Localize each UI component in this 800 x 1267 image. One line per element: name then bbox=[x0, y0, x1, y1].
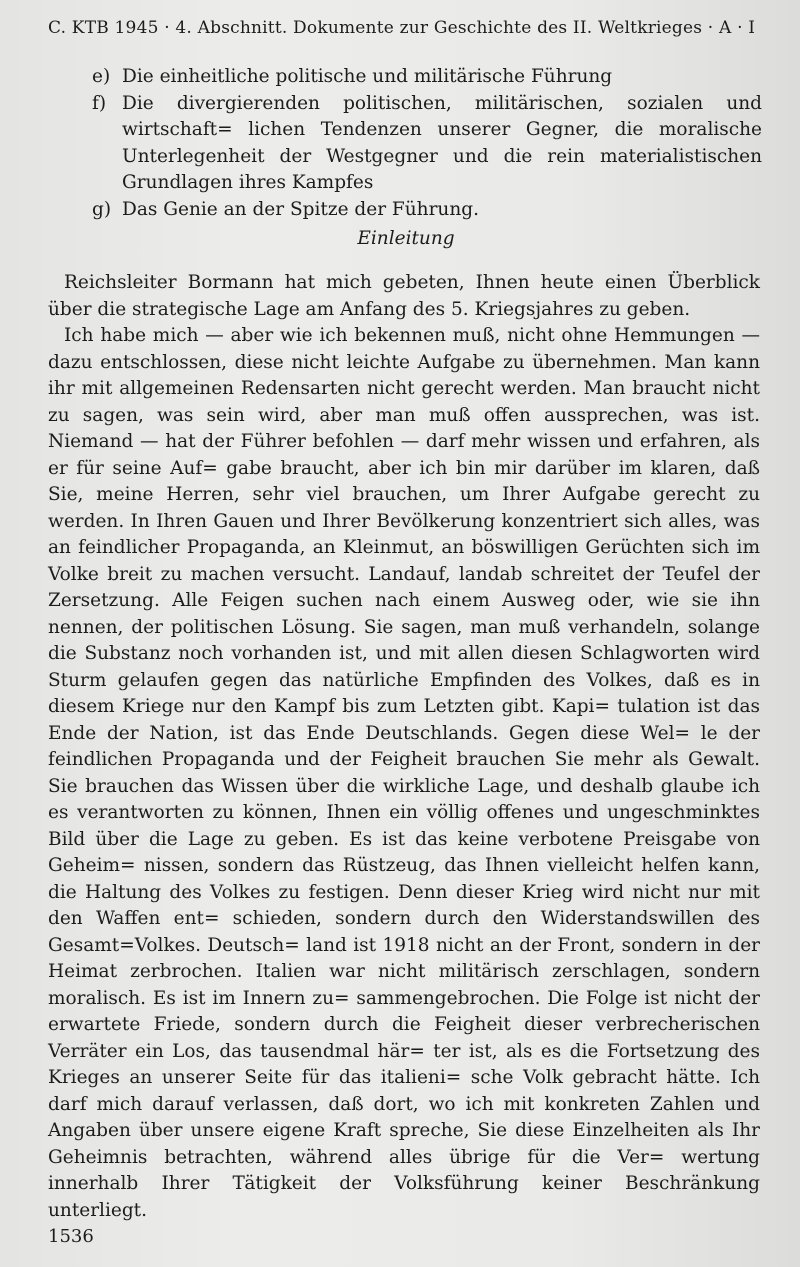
body-text bbox=[48, 270, 760, 1224]
paragraph: Reichsleiter Bormann hat mich gebeten, Ihnen heute einen Überblick über die strategische Lage am Anfang des 5. Kriegsjahres zu geben. bbox=[48, 272, 760, 320]
page-number: 1536 bbox=[48, 1226, 94, 1247]
running-head: C. KTB 1945 · 4. Abschnitt. Dokumente zur Geschichte des II. Weltkrieges · A · I bbox=[48, 18, 756, 38]
list-item-text: Das Genie an der Spitze der Führung. bbox=[122, 198, 479, 220]
list-item-marker: f) bbox=[92, 92, 107, 114]
outline-list bbox=[92, 64, 762, 223]
list-item bbox=[92, 64, 762, 91]
list-item-marker: e) bbox=[92, 66, 111, 87]
section-title: Einleitung bbox=[357, 228, 455, 249]
list-item-marker: g) bbox=[92, 198, 112, 220]
paragraph: Ich habe mich — aber wie ich bekennen muß, nicht ohne Hemmungen — dazu entschlossen, diese nicht leichte Aufgabe zu übernehmen. Man kann ihr mit allgemeinen Redensarten nicht gerecht werden. Man braucht nicht zu sagen, was sein wird, aber man muß offen aussprechen, was ist. Niemand — hat der Führer befohlen — darf mehr wissen und erfahren, als er für seine Auf= gabe braucht, aber ich bin mir darüber im klaren, daß Sie, meine Herren, sehr viel brauchen, um Ihrer Aufgabe gerecht zu werden. In Ihren Gauen und Ihrer Bevölkerung konzentriert sich alles, was an feindlicher Propaganda, an Kleinmut, an böswilligen Gerüchten sich im Volke breit zu machen versucht. Landauf, landab schreitet der Teufel der Zersetzung. Alle Feigen suchen nach einem Ausweg oder, wie sie ihn nennen, der politischen Lösung. Sie sagen, man muß verhandeln, solange die Substanz noch vorhanden ist, und mit allen diesen Schlagworten wird Sturm gelaufen gegen das natürliche Empfinden des Volkes, daß es in diesem Kriege nur den Kampf bis zum Letzten gibt. Kapi= tulation ist das Ende der Nation, ist das Ende Deutschlands. Gegen diese Wel= le der feindlichen Propaganda und der Feigheit brauchen Sie mehr als Gewalt. Sie brauchen das Wissen über die wirkliche Lage, und deshalb glaube ich es verantworten zu können, Ihnen ein völlig offenes und ungeschminktes Bild über die Lage zu geben. Es ist das keine verbotene Preisgabe von Geheim= nissen, sondern das Rüstzeug, das Ihnen vielleicht helfen kann, die Haltung des Volkes zu festigen. Denn dieser Krieg wird nicht nur mit den Waffen ent= schieden, sondern durch den Widerstandswillen des Gesamt=Volkes. Deutsch= land ist 1918 nicht an der Front, sondern in der Heimat zerbrochen. Italien war nicht militärisch zerschlagen, sondern moralisch. Es ist im Innern zu= sammengebrochen. Die Folge ist nicht der erwartete Friede, sondern durch die Feigheit dieser verbrecherischen Verräter ein Los, das tausendmal här= ter ist, als es die Fortsetzung des Krieges an unserer Seite für das italieni= sche Volk gebracht hätte. Ich darf mich darauf verlassen, daß dort, wo ich mit konkreten Zahlen und Angaben über unsere eigene Kraft spreche, Sie diese Einzelheiten als Ihr Geheimnis betrachten, während alles übrige für die Ver= wertung innerhalb Ihrer Tätigkeit der Volksführung keiner Beschränkung unterliegt. bbox=[48, 325, 760, 1221]
list-item bbox=[92, 91, 762, 197]
list-item bbox=[92, 197, 762, 224]
list-item-text: Die einheitliche politische und militärische Führung bbox=[122, 66, 613, 87]
list-item-text: Die divergierenden politischen, militärischen, sozialen und wirtschaft= lichen Tendenzen unserer Gegner, die moralische Unterlegenheit der Westgegner und die rein materialistischen Grundlagen ihres Kampfes bbox=[122, 92, 762, 193]
